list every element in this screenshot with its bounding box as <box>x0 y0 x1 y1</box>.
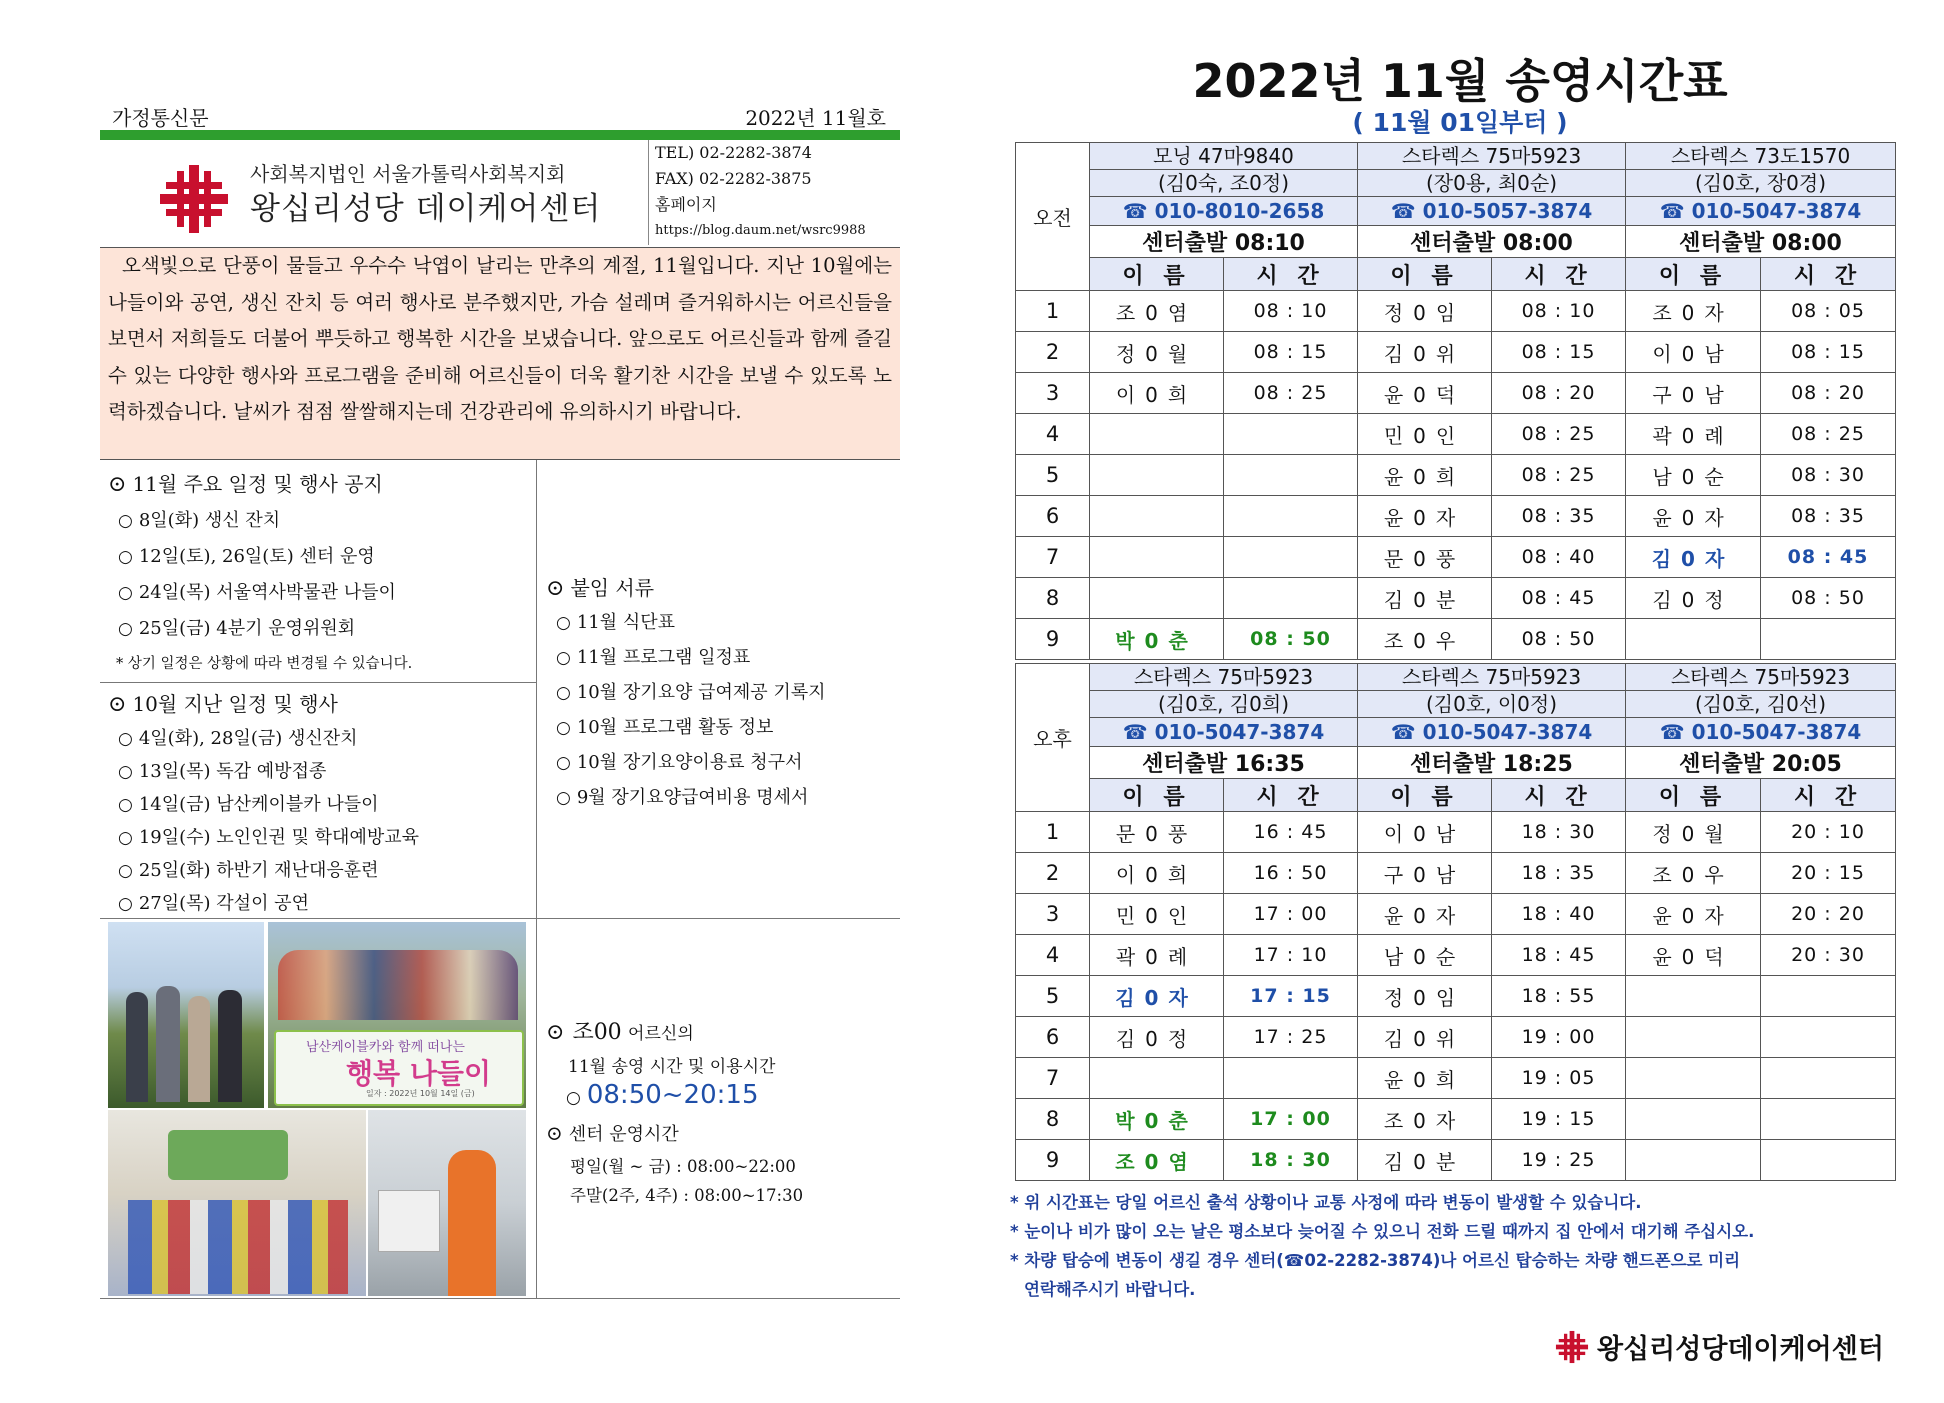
vehicle-staff: (김0호, 이0정) <box>1358 691 1626 718</box>
column-header-name: 이 름 <box>1358 779 1492 812</box>
pickup-time: 08 : 50 <box>1761 578 1896 619</box>
pickup-time <box>1224 578 1358 619</box>
list-item: ○ 11월 식단표 <box>556 612 676 633</box>
pickup-time <box>1761 1017 1896 1058</box>
intro-paragraph: 오색빛으로 단풍이 물들고 우수수 낙엽이 날리는 만추의 계절, 11월입니다. 지난 10월에는 나들이와 공연, 생신 잔치 등 여러 행사로 분주했지만, 가슴 설레며 즐거워하시는 어르신들을 보면서 저희들도 더불어 뿌듯하고 행복한 시간을 보냈습니다. 앞으로도 어르신들과 함께 즐길 수 있는 다양한 행사와 프로그램을 준비해 어르신들이 더욱 활기찬 시간을 보낼 수 있도록 노력하겠습니다. 날씨가 점점 쌀쌀해지는데 건강관리에 유의하시기 바랍니다. <box>100 247 900 460</box>
rider-name: 윤0덕 <box>1626 935 1761 976</box>
table-row <box>1016 537 1896 578</box>
rider-name: 정0월 <box>1090 332 1224 373</box>
event-photo-1 <box>108 1110 366 1296</box>
pickup-time: 19 : 00 <box>1492 1017 1626 1058</box>
pickup-time: 08 : 10 <box>1492 291 1626 332</box>
table-row <box>1016 894 1896 935</box>
pickup-time: 08 : 50 <box>1224 619 1358 660</box>
pickup-time: 08 : 35 <box>1761 496 1896 537</box>
list-item: ○ 14일(금) 남산케이블카 나들이 <box>118 794 379 815</box>
rider-name: 김0자 <box>1626 537 1761 578</box>
table-row <box>1016 935 1896 976</box>
oct-section-title: ⊙ 10월 지난 일정 및 행사 <box>108 692 338 717</box>
column-header-name: 이 름 <box>1090 258 1224 291</box>
rider-name: 윤0덕 <box>1358 373 1492 414</box>
pickup-time: 17 : 00 <box>1224 894 1358 935</box>
period-label: 오전 <box>1016 143 1090 291</box>
vehicle-name: 스타렉스 75마5923 <box>1090 664 1358 691</box>
afternoon-schedule-table <box>1015 663 1896 1181</box>
pickup-time: 08 : 40 <box>1492 537 1626 578</box>
pickup-time: 19 : 25 <box>1492 1140 1626 1181</box>
depart-time: 센터출발 08:00 <box>1358 226 1626 258</box>
rider-name: 김0위 <box>1358 1017 1492 1058</box>
rider-name: 정0월 <box>1626 812 1761 853</box>
row-number: 3 <box>1016 894 1090 935</box>
list-item: ○ 25일(화) 하반기 재난대응훈련 <box>118 860 379 881</box>
circle-icon: ○ <box>566 1088 581 1108</box>
contact-block <box>648 140 900 245</box>
pickup-time: 08 : 05 <box>1761 291 1896 332</box>
pickup-time <box>1761 619 1896 660</box>
pickup-time: 08 : 50 <box>1492 619 1626 660</box>
list-item: ○ 24일(목) 서울역사박물관 나들이 <box>118 582 396 603</box>
rider-name: 조0염 <box>1090 1140 1224 1181</box>
pickup-time: 20 : 15 <box>1761 853 1896 894</box>
homepage-url[interactable]: https://blog.daum.net/wsrc9988 <box>655 223 866 238</box>
rider-name: 구0남 <box>1626 373 1761 414</box>
rider-name: 남0순 <box>1626 455 1761 496</box>
header-divider <box>100 130 900 140</box>
rider-name: 정0임 <box>1358 976 1492 1017</box>
rider-name <box>1090 537 1224 578</box>
vehicle-name: 스타렉스 75마5923 <box>1358 664 1626 691</box>
row-number: 9 <box>1016 1140 1090 1181</box>
rider-name <box>1626 976 1761 1017</box>
row-number: 3 <box>1016 373 1090 414</box>
pickup-time <box>1761 1140 1896 1181</box>
list-item: ○ 4일(화), 28일(금) 생신잔치 <box>118 728 358 749</box>
column-header-name: 이 름 <box>1626 779 1761 812</box>
table-row <box>1016 578 1896 619</box>
nov-section-title: ⊙ 11월 주요 일정 및 행사 공지 <box>108 472 383 497</box>
pickup-time: 08 : 25 <box>1492 414 1626 455</box>
rider-name: 민0인 <box>1358 414 1492 455</box>
rider-name: 문0풍 <box>1358 537 1492 578</box>
org-name: 사회복지법인 서울가톨릭사회복지회 <box>250 162 566 186</box>
rider-name: 조0우 <box>1358 619 1492 660</box>
pickup-time: 19 : 15 <box>1492 1099 1626 1140</box>
newsletter-label: 가정통신문 <box>112 106 209 130</box>
rider-name <box>1626 1099 1761 1140</box>
rider-name: 김0정 <box>1626 578 1761 619</box>
column-header-name: 이 름 <box>1090 779 1224 812</box>
circle-dot-icon: ⊙ <box>108 692 127 717</box>
rider-name: 박0춘 <box>1090 619 1224 660</box>
rider-name: 윤0희 <box>1358 455 1492 496</box>
list-item: ○ 13일(목) 독감 예방접종 <box>118 761 327 782</box>
row-number: 2 <box>1016 853 1090 894</box>
pickup-time: 18 : 45 <box>1492 935 1626 976</box>
rider-name: 이0희 <box>1090 373 1224 414</box>
note-line: * 차량 탑승에 변동이 생길 경우 센터(☎02-2282-3874)나 어르신 탑승하는 차량 핸드폰으로 미리 <box>1010 1251 1741 1270</box>
row-divider <box>100 682 536 683</box>
vehicle-staff: (김0호, 김0희) <box>1090 691 1358 718</box>
row-number: 1 <box>1016 291 1090 332</box>
pickup-time: 16 : 45 <box>1224 812 1358 853</box>
rider-name <box>1090 455 1224 496</box>
pickup-time: 20 : 30 <box>1761 935 1896 976</box>
depart-time: 센터출발 08:00 <box>1626 226 1896 258</box>
pickup-time: 08 : 30 <box>1761 455 1896 496</box>
pickup-time: 08 : 15 <box>1224 332 1358 373</box>
personal-name: 조00 <box>572 1020 622 1045</box>
pickup-time: 20 : 10 <box>1761 812 1896 853</box>
column-header-time: 시 간 <box>1761 779 1896 812</box>
row-number: 6 <box>1016 496 1090 537</box>
depart-time: 센터출발 08:10 <box>1090 226 1358 258</box>
column-divider <box>536 460 537 1298</box>
pickup-time <box>1224 1058 1358 1099</box>
table-row <box>1016 455 1896 496</box>
row-number: 9 <box>1016 619 1090 660</box>
row-number: 5 <box>1016 455 1090 496</box>
pickup-time: 18 : 30 <box>1224 1140 1358 1181</box>
rider-name <box>1090 496 1224 537</box>
list-item: ○ 10월 장기요양 급여제공 기록지 <box>556 682 826 703</box>
personal-time: ○ 08:50~20:15 <box>566 1080 759 1110</box>
pickup-time <box>1761 1058 1896 1099</box>
pickup-time: 08 : 25 <box>1492 455 1626 496</box>
morning-schedule-table <box>1015 142 1896 660</box>
depart-time: 센터출발 20:05 <box>1626 747 1896 779</box>
rider-name <box>1090 578 1224 619</box>
list-item: ○ 10월 프로그램 활동 정보 <box>556 717 774 738</box>
homepage-label: 홈페이지 <box>655 195 717 214</box>
row-number: 4 <box>1016 935 1090 976</box>
table-row <box>1016 1058 1896 1099</box>
pickup-time: 17 : 00 <box>1224 1099 1358 1140</box>
attach-section-title: ⊙ 붙임 서류 <box>546 576 655 601</box>
vehicle-phone: ☎ 010-5047-3874 <box>1626 197 1896 226</box>
list-item: ○ 9월 장기요양급여비용 명세서 <box>556 787 809 808</box>
pickup-time <box>1761 976 1896 1017</box>
hours-weekend: 주말(2주, 4주) : 08:00~17:30 <box>570 1186 804 1205</box>
pickup-time <box>1224 537 1358 578</box>
vehicle-staff: (김0호, 김0선) <box>1626 691 1896 718</box>
vehicle-name: 모닝 47마9840 <box>1090 143 1358 170</box>
pickup-time: 08 : 10 <box>1224 291 1358 332</box>
oct-list <box>118 724 419 922</box>
row-number: 5 <box>1016 976 1090 1017</box>
note-line: * 위 시간표는 당일 어르신 출석 상황이나 교통 사정에 따라 변동이 발생할 수 있습니다. <box>1010 1193 1642 1212</box>
pickup-time: 17 : 15 <box>1224 976 1358 1017</box>
circle-dot-icon: ⊙ <box>546 1020 565 1045</box>
rider-name: 남0순 <box>1358 935 1492 976</box>
event-photo-2 <box>368 1110 526 1296</box>
vehicle-name: 스타렉스 75마5923 <box>1358 143 1626 170</box>
tel: TEL) 02-2282-3874 <box>655 143 812 162</box>
rider-name: 윤0자 <box>1626 894 1761 935</box>
list-item: ○ 25일(금) 4분기 운영위원회 <box>118 618 356 639</box>
row-number: 8 <box>1016 578 1090 619</box>
rider-name: 조0자 <box>1626 291 1761 332</box>
rider-name: 정0임 <box>1358 291 1492 332</box>
list-item: ○ 19일(수) 노인인권 및 학대예방교육 <box>118 827 420 848</box>
pickup-time: 17 : 25 <box>1224 1017 1358 1058</box>
footer-brand: 왕십리성당데이케어센터 <box>1555 1327 1884 1366</box>
banner: 남산케이블카와 함께 떠나는 행복 나들이 일자 : 2022년 10월 14일 (금) <box>274 1030 524 1106</box>
pickup-time: 08 : 35 <box>1492 496 1626 537</box>
rider-name: 윤0자 <box>1358 894 1492 935</box>
vehicle-name: 스타렉스 75마5923 <box>1626 664 1896 691</box>
depart-time: 센터출발 18:25 <box>1358 747 1626 779</box>
pickup-time: 18 : 30 <box>1492 812 1626 853</box>
table-row <box>1016 496 1896 537</box>
bottom-rule <box>100 1298 900 1299</box>
rider-name: 김0위 <box>1358 332 1492 373</box>
pickup-time: 08 : 15 <box>1492 332 1626 373</box>
fax: FAX) 02-2282-3875 <box>655 169 812 188</box>
rider-name: 조0염 <box>1090 291 1224 332</box>
rider-name: 김0분 <box>1358 578 1492 619</box>
pickup-time: 08 : 20 <box>1492 373 1626 414</box>
vehicle-phone: ☎ 010-5047-3874 <box>1626 718 1896 747</box>
table-row <box>1016 853 1896 894</box>
row-number: 6 <box>1016 1017 1090 1058</box>
period-label: 오후 <box>1016 664 1090 812</box>
rider-name: 윤0자 <box>1358 496 1492 537</box>
vehicle-name: 스타렉스 73도1570 <box>1626 143 1896 170</box>
table-row <box>1016 1099 1896 1140</box>
pickup-time <box>1224 496 1358 537</box>
caritas-logo-icon <box>158 163 230 235</box>
table-row <box>1016 414 1896 455</box>
vehicle-phone: ☎ 010-5047-3874 <box>1090 718 1358 747</box>
schedule-notes <box>1010 1188 1910 1304</box>
schedule-title: 2022년 11월 송영시간표 <box>1192 54 1728 108</box>
personal-title: ⊙ 조00 어르신의 <box>546 1020 694 1045</box>
nov-list <box>118 506 396 650</box>
table-row <box>1016 1017 1896 1058</box>
pickup-time: 08 : 25 <box>1761 414 1896 455</box>
pickup-time: 19 : 05 <box>1492 1058 1626 1099</box>
rider-name <box>1626 1140 1761 1181</box>
pickup-time: 17 : 10 <box>1224 935 1358 976</box>
row-number: 2 <box>1016 332 1090 373</box>
column-header-time: 시 간 <box>1224 779 1358 812</box>
newsletter-issue: 2022년 11월호 <box>745 106 886 130</box>
row-number: 8 <box>1016 1099 1090 1140</box>
rider-name: 곽0례 <box>1626 414 1761 455</box>
list-item: ○ 12일(토), 26일(토) 센터 운영 <box>118 546 375 567</box>
pickup-time: 08 : 45 <box>1492 578 1626 619</box>
vehicle-phone: ☎ 010-5047-3874 <box>1358 718 1626 747</box>
caritas-logo-icon <box>1555 1330 1589 1364</box>
attach-list <box>556 608 826 818</box>
center-name: 왕십리성당 데이케어센터 <box>250 191 602 227</box>
rider-name <box>1626 619 1761 660</box>
list-item: ○ 11월 프로그램 일정표 <box>556 647 751 668</box>
outing-photo-1 <box>108 922 264 1108</box>
rider-name: 김0정 <box>1090 1017 1224 1058</box>
depart-time: 센터출발 16:35 <box>1090 747 1358 779</box>
rider-name: 구0남 <box>1358 853 1492 894</box>
list-item: ○ 8일(화) 생신 잔치 <box>118 510 281 531</box>
table-row <box>1016 373 1896 414</box>
rider-name: 김0자 <box>1090 976 1224 1017</box>
rider-name: 조0우 <box>1626 853 1761 894</box>
rider-name <box>1626 1017 1761 1058</box>
vehicle-phone: ☎ 010-5057-3874 <box>1358 197 1626 226</box>
pickup-time: 08 : 45 <box>1761 537 1896 578</box>
rider-name: 윤0희 <box>1358 1058 1492 1099</box>
list-item: ○ 27일(목) 각설이 공연 <box>118 893 309 914</box>
table-row <box>1016 1140 1896 1181</box>
row-number: 7 <box>1016 1058 1090 1099</box>
rider-name: 문0풍 <box>1090 812 1224 853</box>
rider-name: 이0남 <box>1626 332 1761 373</box>
pickup-time: 18 : 40 <box>1492 894 1626 935</box>
pickup-time <box>1761 1099 1896 1140</box>
circle-dot-icon: ⊙ <box>546 1121 563 1145</box>
outing-photo-2 <box>268 922 526 1108</box>
table-row <box>1016 291 1896 332</box>
row-number: 1 <box>1016 812 1090 853</box>
pickup-time: 18 : 55 <box>1492 976 1626 1017</box>
table-row <box>1016 976 1896 1017</box>
hours-title: ⊙ 센터 운영시간 <box>546 1121 679 1145</box>
rider-name: 이0희 <box>1090 853 1224 894</box>
rider-name: 박0춘 <box>1090 1099 1224 1140</box>
note-line: * 눈이나 비가 많이 오는 날은 평소보다 늦어질 수 있으니 전화 드릴 때까지 집 안에서 대기해 주십시오. <box>1010 1222 1755 1241</box>
pickup-time <box>1224 414 1358 455</box>
table-row <box>1016 619 1896 660</box>
rider-name: 김0분 <box>1358 1140 1492 1181</box>
rider-name <box>1090 1058 1224 1099</box>
column-header-time: 시 간 <box>1224 258 1358 291</box>
pickup-time: 18 : 35 <box>1492 853 1626 894</box>
note-line: 연락해주시기 바랍니다. <box>1024 1280 1196 1299</box>
hours-weekday: 평일(월 ~ 금) : 08:00~22:00 <box>570 1157 796 1176</box>
vehicle-phone: ☎ 010-8010-2658 <box>1090 197 1358 226</box>
rider-name: 이0남 <box>1358 812 1492 853</box>
column-header-time: 시 간 <box>1492 779 1626 812</box>
pickup-time: 16 : 50 <box>1224 853 1358 894</box>
column-header-time: 시 간 <box>1492 258 1626 291</box>
column-header-name: 이 름 <box>1626 258 1761 291</box>
rider-name: 윤0자 <box>1626 496 1761 537</box>
personal-sub: 11월 송영 시간 및 이용시간 <box>568 1057 776 1077</box>
nov-note: * 상기 일정은 상황에 따라 변경될 수 있습니다. <box>116 656 413 672</box>
newsletter-header <box>100 102 900 132</box>
pickup-time: 20 : 20 <box>1761 894 1896 935</box>
row-number: 7 <box>1016 537 1090 578</box>
circle-dot-icon: ⊙ <box>546 576 565 601</box>
rider-name <box>1090 414 1224 455</box>
table-row <box>1016 812 1896 853</box>
vehicle-staff: (김0호, 장0경) <box>1626 170 1896 197</box>
rider-name: 민0인 <box>1090 894 1224 935</box>
rider-name <box>1626 1058 1761 1099</box>
pickup-time: 08 : 25 <box>1224 373 1358 414</box>
schedule-subtitle: ( 11월 01일부터 ) <box>1352 108 1568 137</box>
pickup-time: 08 : 20 <box>1761 373 1896 414</box>
list-item: ○ 10월 장기요양이용료 청구서 <box>556 752 803 773</box>
circle-dot-icon: ⊙ <box>108 472 127 497</box>
vehicle-staff: (장0용, 최0순) <box>1358 170 1626 197</box>
rider-name: 곽0례 <box>1090 935 1224 976</box>
table-row <box>1016 332 1896 373</box>
pickup-time <box>1224 455 1358 496</box>
column-header-time: 시 간 <box>1761 258 1896 291</box>
pickup-time: 08 : 15 <box>1761 332 1896 373</box>
rider-name: 조0자 <box>1358 1099 1492 1140</box>
column-header-name: 이 름 <box>1358 258 1492 291</box>
row-number: 4 <box>1016 414 1090 455</box>
vehicle-staff: (김0숙, 조0정) <box>1090 170 1358 197</box>
